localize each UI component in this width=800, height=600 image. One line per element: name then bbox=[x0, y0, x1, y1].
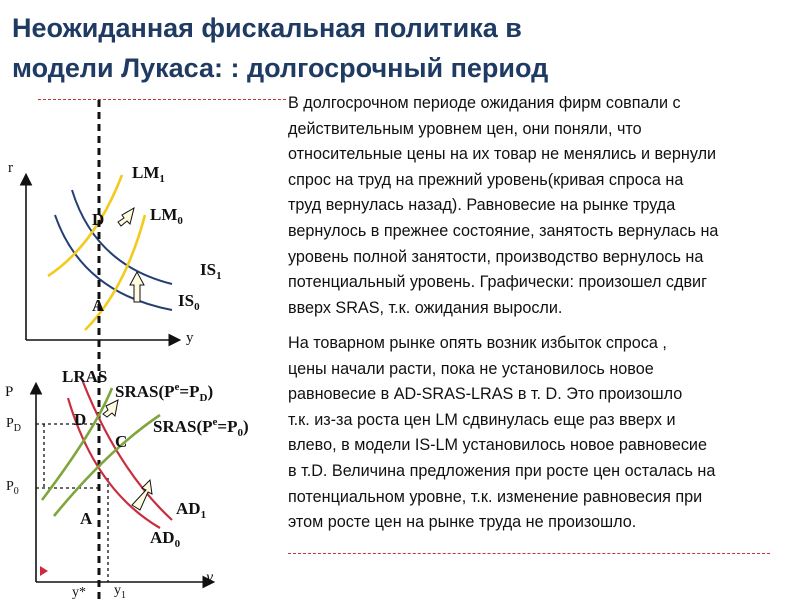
islm-point-d: D bbox=[92, 210, 105, 229]
price-p0-label: $P_0$ bbox=[6, 479, 19, 497]
text-line: спрос на труд на прежний уровень(кривая спроса на bbox=[288, 170, 684, 189]
y1-label: $y_1$ bbox=[114, 583, 126, 600]
adas-p-axis-label: P bbox=[5, 384, 14, 400]
title-line: модели Лукаса: : долгосрочный период bbox=[12, 53, 549, 83]
text-line: т.к. из-за роста цен LM сдвинулась еще раз вверх и bbox=[288, 410, 676, 429]
y-star-label: y* bbox=[72, 585, 86, 600]
bottom-divider bbox=[288, 553, 770, 554]
text-line: вернулось в прежнее состояние, занятость вернулась на bbox=[288, 221, 719, 240]
lm0-label: $LM_0$ bbox=[150, 205, 183, 227]
ad1-curve bbox=[83, 382, 172, 520]
text-line: относительные цены на их товар не менялись и вернули bbox=[288, 145, 717, 164]
is0-label: $IS_0$ bbox=[178, 291, 200, 313]
text-line: потенциальном уровне, т.к. изменение равновесия при bbox=[288, 487, 703, 506]
text-line: потенциальный уровень. Графически: произошел сдвиг bbox=[288, 273, 708, 292]
ad0-label: $AD_0$ bbox=[150, 528, 181, 550]
axis-marker bbox=[40, 566, 48, 576]
text-line: уровень полной занятости, производство вернулось на bbox=[288, 247, 704, 266]
lm1-label: $LM_1$ bbox=[132, 163, 165, 185]
text-line: На товарном рынке опять возник избыток спроса , bbox=[288, 334, 667, 352]
adas-point-d: D bbox=[74, 410, 87, 429]
text-line: вверх SRAS, т.к. ожидания выросли. bbox=[288, 298, 563, 317]
text-line: труд вернулась назад). Равновесие на рынке труда bbox=[288, 196, 676, 215]
is0-curve bbox=[55, 215, 172, 310]
paragraph-goods-market bbox=[288, 331, 798, 536]
is1-label: $IS_1$ bbox=[200, 260, 222, 282]
adas-point-c: C bbox=[115, 432, 128, 451]
text-line: влево, в модели IS-LM установилось новое равновесие bbox=[288, 436, 707, 455]
text-line: равновесие в AD-SRAS-LRAS в т. D. Это произошло bbox=[288, 385, 683, 404]
sras-upper-curve bbox=[42, 388, 112, 500]
text-line: цены начали расти, пока не установилось новое bbox=[288, 359, 654, 378]
islm-point-a: A bbox=[92, 296, 105, 315]
title-line: Неожиданная фискальная политика в bbox=[12, 13, 522, 43]
sras-lower-label: $SRAS(P^e=P_0)$ bbox=[153, 416, 249, 439]
islm-r-axis-label: r bbox=[8, 160, 13, 176]
adas-y-axis-label: y bbox=[206, 569, 214, 586]
adas-point-a: A bbox=[80, 509, 93, 528]
price-pd-label: $P_D$ bbox=[6, 416, 22, 434]
lm-shift-arrow bbox=[118, 208, 134, 226]
text-line: в т.D. Величина предложения при росте цен осталась на bbox=[288, 461, 716, 480]
islm-graph bbox=[8, 160, 222, 346]
text-line: этом росте цен на рынке труда не произошло. bbox=[288, 513, 637, 532]
paragraph-long-run-labor bbox=[288, 91, 798, 321]
lras-label: LRAS bbox=[62, 367, 108, 386]
islm-y-axis-label: y bbox=[186, 330, 194, 346]
ad-as-graph bbox=[5, 367, 249, 600]
text-line: В долгосрочном периоде ожидания фирм совпали с bbox=[288, 94, 681, 112]
ad1-label: $AD_1$ bbox=[176, 499, 207, 521]
sras-upper-label: $SRAS(P^e=P_D)$ bbox=[115, 381, 214, 404]
text-line: действительным уровнем цен, они поняли, что bbox=[288, 119, 642, 138]
